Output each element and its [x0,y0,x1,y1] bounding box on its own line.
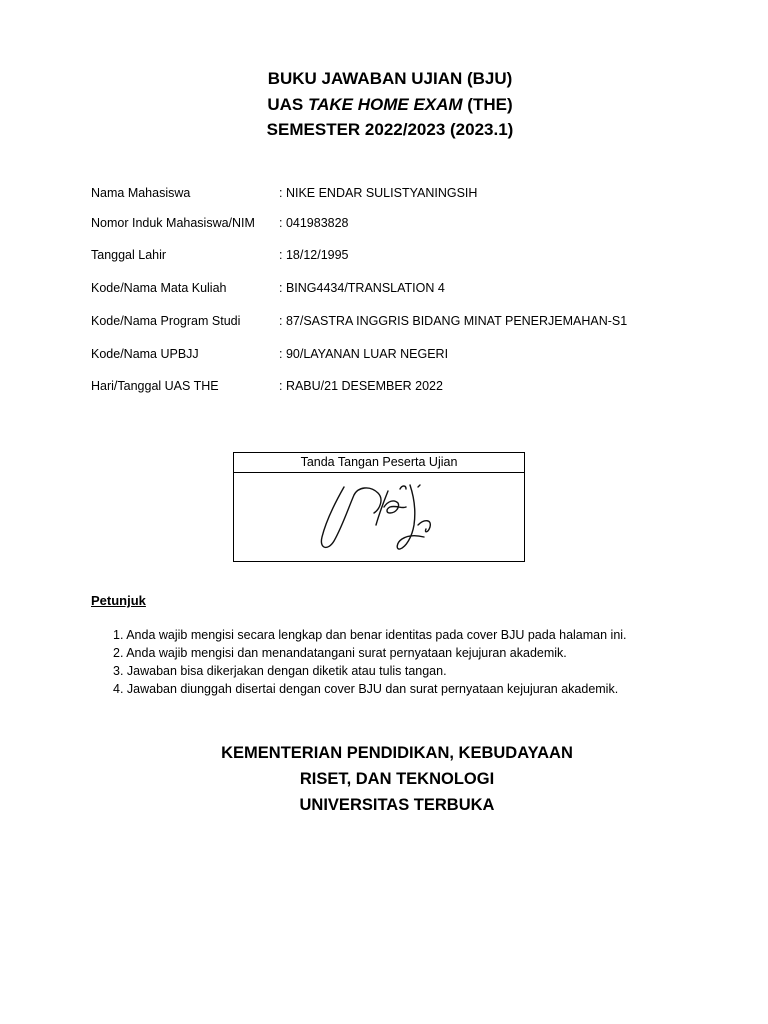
field-value: : BING4434/TRANSLATION 4 [279,281,445,295]
field-label: Nomor Induk Mahasiswa/NIM [91,216,255,230]
instruction-item: 3. Jawaban bisa dikerjakan dengan diketik atau tulis tangan. [113,664,447,678]
title-line-2-prefix: UAS [267,94,308,114]
signature-heading: Tanda Tangan Peserta Ujian [234,453,524,473]
field-value: : 90/LAYANAN LUAR NEGERI [279,347,449,361]
title-line-3: SEMESTER 2022/2023 (2023.1) [266,120,514,139]
field-label: Hari/Tanggal UAS THE [91,379,219,393]
handwritten-signature-icon [314,479,454,557]
title-line-2-suffix: (THE) [462,94,513,114]
field-label: Kode/Nama Program Studi [91,314,241,328]
footer-line-3: UNIVERSITAS TERBUKA [299,796,495,814]
field-value: : NIKE ENDAR SULISTYANINGSIH [279,186,478,200]
field-value: : RABU/21 DESEMBER 2022 [279,379,443,393]
field-label: Tanggal Lahir [91,248,167,262]
footer-line-2: RISET, DAN TEKNOLOGI [299,770,495,788]
petunjuk-heading: Petunjuk [91,593,146,608]
signature-area [234,473,524,562]
field-value: : 18/12/1995 [279,248,349,262]
title-line-2 [0,92,768,118]
field-label: Kode/Nama UPBJJ [91,347,199,361]
instruction-item: 4. Jawaban diunggah disertai dengan cover BJU dan surat pernyataan kejujuran akademik. [113,682,619,696]
field-value: : 87/SASTRA INGGRIS BIDANG MINAT PENERJEMAHAN-S1 [279,314,628,328]
signature-box [233,452,525,562]
field-label: Nama Mahasiswa [91,186,191,200]
instruction-item: 1. Anda wajib mengisi secara lengkap dan benar identitas pada cover BJU pada halaman ini. [113,628,627,642]
field-label: Kode/Nama Mata Kuliah [91,281,227,295]
instruction-item: 2. Anda wajib mengisi dan menandatangani surat pernyataan kejujuran akademik. [113,646,567,660]
document-title [0,66,768,143]
title-line-2-italic: TAKE HOME EXAM [308,94,463,114]
title-line-1: BUKU JAWABAN UJIAN (BJU) [267,69,513,88]
institution-footer [0,740,768,818]
field-value: : 041983828 [279,216,349,230]
footer-line-1: KEMENTERIAN PENDIDIKAN, KEBUDAYAAN [221,744,573,762]
